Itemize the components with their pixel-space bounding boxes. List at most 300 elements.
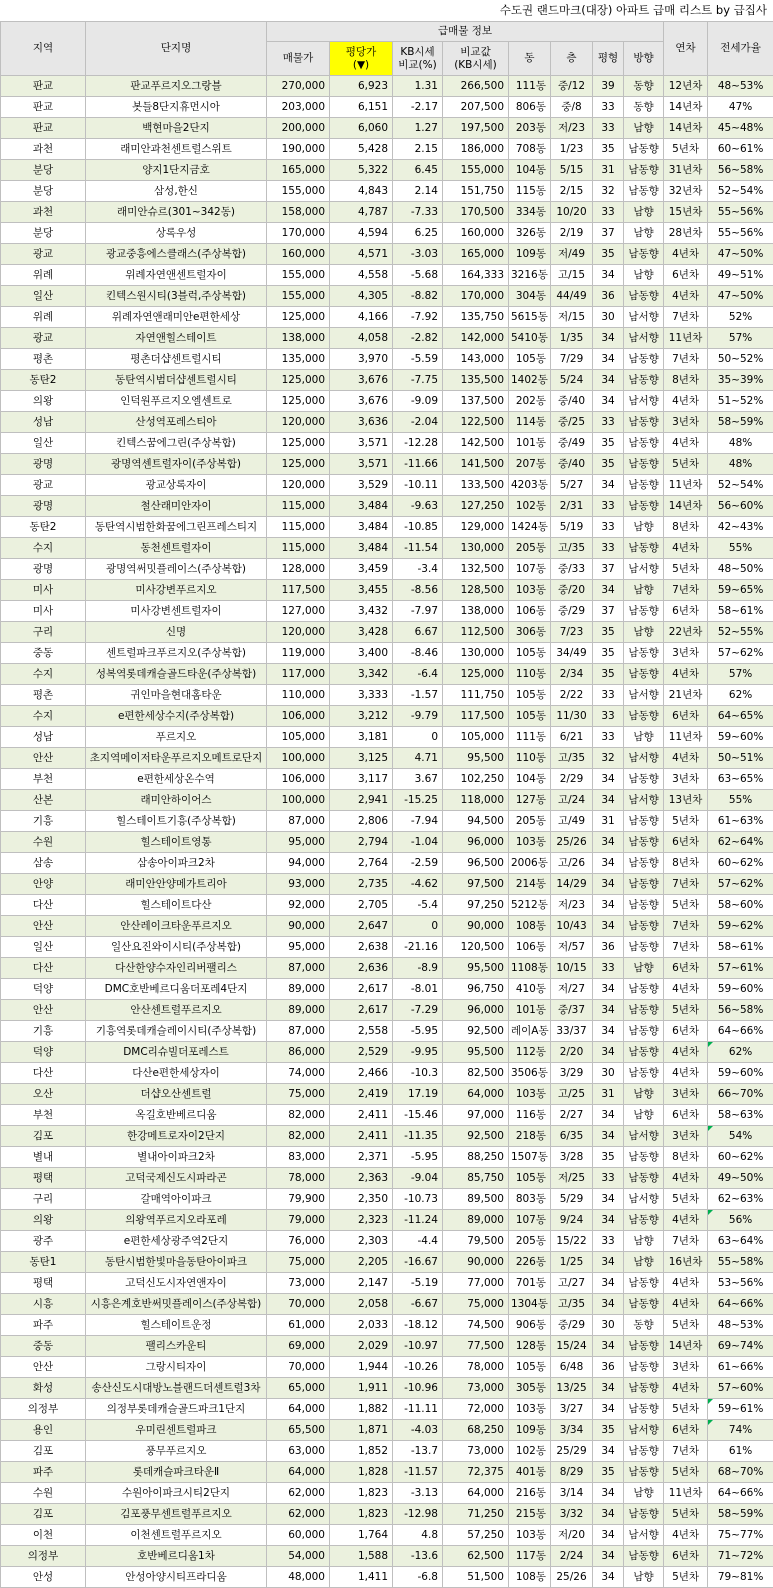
cell-price-per-pyeong: 4,058 [330, 328, 393, 349]
table-row[interactable] [1, 1210, 773, 1231]
cell-pyeong: 34 [593, 1504, 624, 1525]
cell-kb-ratio: -16.67 [393, 1252, 443, 1273]
cell-direction: 남동향 [624, 349, 664, 370]
cell-jeonse-ratio: 75~77% [708, 1525, 773, 1546]
cell-complex: 철산래미안자이 [86, 496, 267, 517]
cell-kb-ratio: -5.4 [393, 895, 443, 916]
cell-region: 안산 [1, 916, 86, 937]
cell-age: 5년차 [664, 1189, 708, 1210]
cell-pyeong: 34 [593, 1189, 624, 1210]
table-row[interactable] [1, 748, 773, 769]
cell-kb-ratio: -2.82 [393, 328, 443, 349]
table-row[interactable] [1, 538, 773, 559]
table-row[interactable] [1, 160, 773, 181]
cell-price: 95,000 [267, 832, 330, 853]
header-region[interactable]: 지역 [1, 22, 86, 76]
cell-direction: 남동향 [624, 937, 664, 958]
cell-dong: 110동 [509, 664, 551, 685]
cell-age: 14년차 [664, 1336, 708, 1357]
table-row[interactable] [1, 328, 773, 349]
cell-floor: 6/21 [551, 727, 593, 748]
cell-age: 14년차 [664, 97, 708, 118]
cell-kb-ratio: -11.35 [393, 1126, 443, 1147]
cell-pyeong: 30 [593, 1063, 624, 1084]
table-row[interactable] [1, 811, 773, 832]
cell-complex: 미사강변푸르지오 [86, 580, 267, 601]
table-row[interactable] [1, 433, 773, 454]
cell-price: 100,000 [267, 748, 330, 769]
table-row[interactable] [1, 517, 773, 538]
table-row[interactable] [1, 790, 773, 811]
cell-kb-ratio: -8.82 [393, 286, 443, 307]
cell-price-per-pyeong: 2,806 [330, 811, 393, 832]
cell-floor: 중/49 [551, 433, 593, 454]
table-row[interactable] [1, 937, 773, 958]
table-row[interactable] [1, 958, 773, 979]
cell-price: 63,000 [267, 1441, 330, 1462]
cell-pyeong: 33 [593, 517, 624, 538]
cell-kb-ratio: 4.71 [393, 748, 443, 769]
table-row[interactable] [1, 1168, 773, 1189]
cell-pyeong: 33 [593, 727, 624, 748]
cell-pyeong: 35 [593, 139, 624, 160]
cell-direction: 남향 [624, 958, 664, 979]
cell-age: 6년차 [664, 832, 708, 853]
table-row[interactable] [1, 1504, 773, 1525]
cell-direction: 남향 [624, 517, 664, 538]
cell-age: 7년차 [664, 1441, 708, 1462]
table-row[interactable] [1, 1063, 773, 1084]
cell-price-per-pyeong: 2,529 [330, 1042, 393, 1063]
table-row[interactable] [1, 895, 773, 916]
table-row[interactable] [1, 1189, 773, 1210]
cell-age: 32년차 [664, 181, 708, 202]
cell-dong: 103동 [509, 1399, 551, 1420]
table-row[interactable] [1, 664, 773, 685]
cell-price-per-pyeong: 2,058 [330, 1294, 393, 1315]
cell-note-marker-icon[interactable] [708, 1420, 713, 1425]
table-row[interactable] [1, 727, 773, 748]
table-row[interactable] [1, 622, 773, 643]
cell-kb-value: 142,000 [443, 328, 509, 349]
table-row[interactable] [1, 685, 773, 706]
cell-region: 분당 [1, 160, 86, 181]
cell-floor: 중/29 [551, 1315, 593, 1336]
cell-kb-ratio: -9.79 [393, 706, 443, 727]
cell-price: 75,000 [267, 1252, 330, 1273]
cell-floor: 5/29 [551, 1189, 593, 1210]
cell-kb-ratio: 2.14 [393, 181, 443, 202]
cell-price: 54,000 [267, 1546, 330, 1567]
cell-price: 155,000 [267, 181, 330, 202]
table-row[interactable] [1, 244, 773, 265]
cell-kb-value: 151,750 [443, 181, 509, 202]
table-row[interactable] [1, 1525, 773, 1546]
cell-pyeong: 33 [593, 1168, 624, 1189]
table-row[interactable] [1, 1000, 773, 1021]
cell-direction: 남동향 [624, 1147, 664, 1168]
table-row[interactable] [1, 496, 773, 517]
table-row[interactable] [1, 580, 773, 601]
cell-price: 138,000 [267, 328, 330, 349]
table-row[interactable] [1, 286, 773, 307]
table-row[interactable] [1, 202, 773, 223]
header-dong[interactable]: 동 [509, 42, 551, 76]
cell-floor: 고/49 [551, 811, 593, 832]
cell-pyeong: 36 [593, 1357, 624, 1378]
table-row[interactable] [1, 1420, 773, 1441]
cell-price-per-pyeong: 3,484 [330, 496, 393, 517]
table-row[interactable] [1, 307, 773, 328]
cell-price: 48,000 [267, 1567, 330, 1588]
cell-kb-ratio: -1.57 [393, 685, 443, 706]
page-title: 수도권 랜드마크(대장) 아파트 급매 리스트 by 급집사 [0, 0, 773, 21]
table-row[interactable] [1, 1147, 773, 1168]
cell-region: 평촌 [1, 349, 86, 370]
cell-kb-ratio: -15.25 [393, 790, 443, 811]
cell-price-per-pyeong: 2,638 [330, 937, 393, 958]
cell-dong: 226동 [509, 1252, 551, 1273]
cell-direction: 남서향 [624, 328, 664, 349]
cell-direction: 남동향 [624, 454, 664, 475]
cell-kb-ratio: -3.13 [393, 1483, 443, 1504]
header-jeonse[interactable]: 전세가율 [708, 22, 773, 76]
cell-age: 12년차 [664, 76, 708, 97]
cell-floor: 저/57 [551, 937, 593, 958]
cell-kb-value: 89,500 [443, 1189, 509, 1210]
cell-complex: 시흥은계호반써밋플레이스(주상복합) [86, 1294, 267, 1315]
cell-age: 16년차 [664, 1252, 708, 1273]
cell-price: 128,000 [267, 559, 330, 580]
cell-kb-ratio: -7.94 [393, 811, 443, 832]
cell-kb-value: 79,500 [443, 1231, 509, 1252]
cell-price: 117,000 [267, 664, 330, 685]
table-row[interactable] [1, 391, 773, 412]
cell-price-per-pyeong: 1,411 [330, 1567, 393, 1588]
cell-kb-ratio: -8.01 [393, 979, 443, 1000]
cell-note-marker-icon[interactable] [708, 1042, 713, 1047]
header-group: 급매물 정보 [267, 22, 664, 42]
cell-region: 부천 [1, 769, 86, 790]
cell-direction: 남향 [624, 1084, 664, 1105]
table-row[interactable] [1, 475, 773, 496]
cell-direction: 남향 [624, 202, 664, 223]
header-pyeong[interactable]: 평형 [593, 42, 624, 76]
cell-age: 5년차 [664, 454, 708, 475]
cell-complex: 인덕원푸르지오엘센트로 [86, 391, 267, 412]
cell-region: 광주 [1, 1231, 86, 1252]
cell-complex: 더샵오산센트럴 [86, 1084, 267, 1105]
table-row[interactable] [1, 139, 773, 160]
cell-complex: 호반베르디움1차 [86, 1546, 267, 1567]
cell-complex: 의왕역푸르지오라포레 [86, 1210, 267, 1231]
cell-dong: 128동 [509, 1336, 551, 1357]
cell-jeonse-ratio: 55% [708, 538, 773, 559]
cell-direction: 남동향 [624, 1000, 664, 1021]
table-row[interactable] [1, 559, 773, 580]
table-row[interactable] [1, 853, 773, 874]
table-row[interactable] [1, 706, 773, 727]
cell-price-per-pyeong: 6,060 [330, 118, 393, 139]
cell-region: 별내 [1, 1147, 86, 1168]
cell-floor: 저/23 [551, 118, 593, 139]
cell-pyeong: 35 [593, 454, 624, 475]
cell-kb-ratio: 3.67 [393, 769, 443, 790]
cell-complex: 초지역메이저타운푸르지오메트로단지 [86, 748, 267, 769]
cell-note-marker-icon[interactable] [708, 1210, 713, 1215]
cell-floor: 9/24 [551, 1210, 593, 1231]
cell-direction: 동향 [624, 1315, 664, 1336]
cell-price-per-pyeong: 3,342 [330, 664, 393, 685]
cell-region: 평택 [1, 1168, 86, 1189]
table-row[interactable] [1, 1336, 773, 1357]
cell-jeonse-ratio: 57~61% [708, 958, 773, 979]
cell-price: 120,000 [267, 475, 330, 496]
cell-jeonse-ratio: 68~70% [708, 1462, 773, 1483]
cell-floor: 44/49 [551, 286, 593, 307]
cell-direction: 남향 [624, 223, 664, 244]
cell-direction: 남동향 [624, 811, 664, 832]
table-row[interactable] [1, 1294, 773, 1315]
cell-direction: 남향 [624, 1483, 664, 1504]
cell-region: 미사 [1, 580, 86, 601]
cell-jeonse-ratio: 57% [708, 664, 773, 685]
table-row[interactable] [1, 874, 773, 895]
table-row[interactable] [1, 1483, 773, 1504]
table-row[interactable] [1, 1357, 773, 1378]
cell-price-per-pyeong: 3,432 [330, 601, 393, 622]
header-kb-value[interactable] [443, 42, 509, 76]
cell-age: 6년차 [664, 1021, 708, 1042]
cell-complex: 고덕신도시자연앤자이 [86, 1273, 267, 1294]
table-row[interactable] [1, 1378, 773, 1399]
cell-kb-value: 77,500 [443, 1336, 509, 1357]
table-row[interactable] [1, 1126, 773, 1147]
table-row[interactable] [1, 118, 773, 139]
cell-floor: 저/49 [551, 244, 593, 265]
cell-direction: 남동향 [624, 412, 664, 433]
cell-jeonse-ratio: 59~62% [708, 916, 773, 937]
cell-price: 75,000 [267, 1084, 330, 1105]
cell-kb-value: 95,500 [443, 958, 509, 979]
cell-direction: 남동향 [624, 181, 664, 202]
table-row[interactable] [1, 1231, 773, 1252]
header-direction[interactable]: 방향 [624, 42, 664, 76]
table-row[interactable] [1, 1252, 773, 1273]
table-row[interactable] [1, 1315, 773, 1336]
cell-age: 14년차 [664, 496, 708, 517]
cell-age: 4년차 [664, 1168, 708, 1189]
cell-jeonse-ratio: 56~60% [708, 496, 773, 517]
table-row[interactable] [1, 832, 773, 853]
table-row[interactable] [1, 454, 773, 475]
table-row[interactable] [1, 979, 773, 1000]
cell-kb-ratio: -1.04 [393, 832, 443, 853]
cell-dong: 1304동 [509, 1294, 551, 1315]
cell-floor: 중/40 [551, 391, 593, 412]
cell-floor: 3/27 [551, 1399, 593, 1420]
header-age[interactable]: 연차 [664, 22, 708, 76]
table-row[interactable] [1, 265, 773, 286]
cell-kb-ratio: -4.4 [393, 1231, 443, 1252]
cell-dong: 207동 [509, 454, 551, 475]
cell-floor: 3/29 [551, 1063, 593, 1084]
cell-price-per-pyeong: 2,558 [330, 1021, 393, 1042]
table-row[interactable] [1, 1084, 773, 1105]
table-row[interactable] [1, 370, 773, 391]
cell-kb-ratio: -6.4 [393, 664, 443, 685]
cell-pyeong: 35 [593, 622, 624, 643]
cell-direction: 남동향 [624, 1378, 664, 1399]
header-ppp-sorted[interactable] [330, 42, 393, 76]
cell-kb-value: 77,000 [443, 1273, 509, 1294]
cell-pyeong: 34 [593, 1567, 624, 1588]
cell-age: 6년차 [664, 601, 708, 622]
cell-dong: 205동 [509, 811, 551, 832]
cell-dong: 104동 [509, 769, 551, 790]
cell-price: 64,000 [267, 1399, 330, 1420]
table-row[interactable] [1, 1462, 773, 1483]
cell-price-per-pyeong: 3,676 [330, 370, 393, 391]
cell-direction: 남향 [624, 1252, 664, 1273]
cell-dong: 105동 [509, 1357, 551, 1378]
cell-price-per-pyeong: 2,466 [330, 1063, 393, 1084]
table-row[interactable] [1, 97, 773, 118]
cell-floor: 중/29 [551, 601, 593, 622]
header-kb-value-line2: (KB시세) [454, 59, 497, 71]
cell-pyeong: 34 [593, 1273, 624, 1294]
cell-price: 70,000 [267, 1294, 330, 1315]
table-row[interactable] [1, 1546, 773, 1567]
table-row[interactable] [1, 349, 773, 370]
cell-price: 82,000 [267, 1105, 330, 1126]
cell-price: 115,000 [267, 538, 330, 559]
cell-price: 127,000 [267, 601, 330, 622]
cell-price-per-pyeong: 2,350 [330, 1189, 393, 1210]
cell-price-per-pyeong: 4,843 [330, 181, 393, 202]
table-row[interactable] [1, 643, 773, 664]
cell-pyeong: 34 [593, 769, 624, 790]
table-row[interactable] [1, 76, 773, 97]
cell-kb-value: 170,000 [443, 286, 509, 307]
cell-direction: 남동향 [624, 433, 664, 454]
cell-kb-ratio: -2.17 [393, 97, 443, 118]
cell-price: 155,000 [267, 286, 330, 307]
cell-pyeong: 34 [593, 1378, 624, 1399]
table-row[interactable] [1, 223, 773, 244]
table-row[interactable] [1, 1105, 773, 1126]
cell-floor: 2/19 [551, 223, 593, 244]
cell-direction: 남동향 [624, 286, 664, 307]
cell-age: 5년차 [664, 139, 708, 160]
cell-price: 79,000 [267, 1210, 330, 1231]
header-kb-ratio[interactable] [393, 42, 443, 76]
table-row[interactable] [1, 1567, 773, 1588]
cell-price-per-pyeong: 3,333 [330, 685, 393, 706]
cell-age: 5년차 [664, 895, 708, 916]
cell-pyeong: 33 [593, 97, 624, 118]
cell-region: 수지 [1, 538, 86, 559]
cell-price-per-pyeong: 3,428 [330, 622, 393, 643]
cell-complex: 힐스테이트영통 [86, 832, 267, 853]
cell-direction: 남동향 [624, 475, 664, 496]
cell-kb-ratio: 1.27 [393, 118, 443, 139]
cell-kb-ratio: 17.19 [393, 1084, 443, 1105]
cell-pyeong: 34 [593, 1525, 624, 1546]
cell-direction: 남서향 [624, 1420, 664, 1441]
table-row[interactable] [1, 412, 773, 433]
cell-jeonse-ratio: 59~61% [708, 1399, 773, 1420]
cell-jeonse-ratio: 64~65% [708, 706, 773, 727]
table-row[interactable] [1, 601, 773, 622]
cell-price-per-pyeong: 1,764 [330, 1525, 393, 1546]
cell-kb-value: 120,500 [443, 937, 509, 958]
cell-floor: 중/25 [551, 412, 593, 433]
cell-kb-value: 92,500 [443, 1126, 509, 1147]
cell-note-marker-icon[interactable] [708, 1126, 713, 1131]
cell-age: 4년차 [664, 1294, 708, 1315]
cell-region: 안성 [1, 1567, 86, 1588]
table-row[interactable] [1, 769, 773, 790]
header-price[interactable]: 매물가 [267, 42, 330, 76]
cell-price: 158,000 [267, 202, 330, 223]
cell-complex: 산성역포레스티아 [86, 412, 267, 433]
cell-dong: 115동 [509, 181, 551, 202]
cell-direction: 남동향 [624, 832, 664, 853]
table-row[interactable] [1, 181, 773, 202]
cell-complex: 롯데캐슬파크타운Ⅱ [86, 1462, 267, 1483]
table-row[interactable] [1, 1042, 773, 1063]
cell-kb-value: 142,500 [443, 433, 509, 454]
cell-jeonse-ratio: 64~66% [708, 1294, 773, 1315]
cell-price: 65,500 [267, 1420, 330, 1441]
cell-jeonse-ratio: 56~58% [708, 160, 773, 181]
cell-complex: 판교푸르지오그랑블 [86, 76, 267, 97]
cell-age: 7년차 [664, 937, 708, 958]
table-row[interactable] [1, 1021, 773, 1042]
table-row[interactable] [1, 1273, 773, 1294]
cell-age: 3년차 [664, 1126, 708, 1147]
cell-price-per-pyeong: 2,033 [330, 1315, 393, 1336]
cell-jeonse-ratio: 42~43% [708, 517, 773, 538]
cell-floor: 2/31 [551, 496, 593, 517]
cell-price: 125,000 [267, 307, 330, 328]
cell-kb-value: 97,000 [443, 1105, 509, 1126]
cell-price-per-pyeong: 3,484 [330, 538, 393, 559]
cell-jeonse-ratio: 66~70% [708, 1084, 773, 1105]
cell-floor: 10/15 [551, 958, 593, 979]
cell-jeonse-ratio: 61% [708, 1441, 773, 1462]
table-row[interactable] [1, 1399, 773, 1420]
cell-age: 4년차 [664, 1210, 708, 1231]
header-floor[interactable]: 층 [551, 42, 593, 76]
cell-age: 31년차 [664, 160, 708, 181]
cell-region: 일산 [1, 433, 86, 454]
cell-age: 4년차 [664, 391, 708, 412]
cell-complex: 자연앤힐스테이트 [86, 328, 267, 349]
cell-kb-ratio: -7.75 [393, 370, 443, 391]
cell-floor: 고/25 [551, 1084, 593, 1105]
cell-price-per-pyeong: 3,400 [330, 643, 393, 664]
cell-price-per-pyeong: 3,529 [330, 475, 393, 496]
table-row[interactable] [1, 1441, 773, 1462]
header-complex[interactable]: 단지명 [86, 22, 267, 76]
cell-region: 삼송 [1, 853, 86, 874]
cell-dong: 701동 [509, 1273, 551, 1294]
table-row[interactable] [1, 916, 773, 937]
cell-note-marker-icon[interactable] [708, 1399, 713, 1404]
cell-price-per-pyeong: 4,787 [330, 202, 393, 223]
